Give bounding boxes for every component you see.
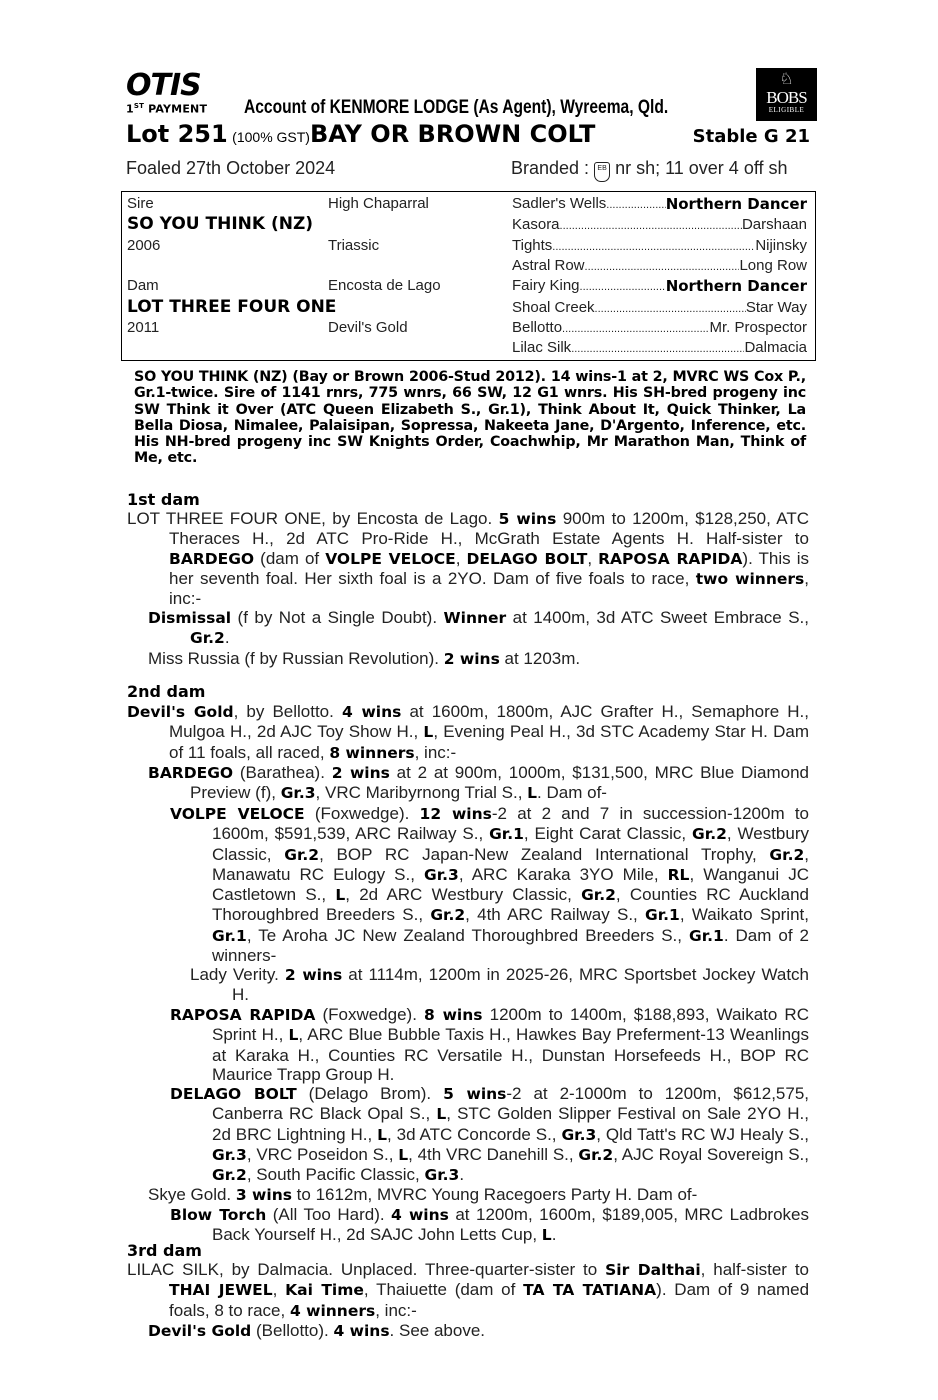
- brand-description: [511, 158, 788, 182]
- text: , Eight Carat Classic,: [523, 824, 693, 844]
- ancestor-row: [512, 216, 807, 233]
- text: , VRC Poseidon S.,: [246, 1144, 399, 1164]
- text: .: [459, 1165, 465, 1185]
- bold-text: L: [423, 723, 434, 742]
- bold-text: 5 wins: [498, 510, 557, 528]
- text: , 4th VRC Danehill S.,: [408, 1144, 579, 1164]
- text: , Evening Peal H., 3d STC Academy Star H. Dam of 11 foals, all raced,: [169, 722, 809, 762]
- first-dam-heading: 1st dam: [127, 490, 200, 509]
- text: Lady Verity.: [190, 965, 285, 984]
- text: , inc:-: [375, 1300, 417, 1320]
- bold-text: Gr.3: [424, 865, 459, 884]
- bold-text: VOLPE VELOCE: [170, 805, 305, 823]
- bold-text: L: [527, 784, 538, 803]
- gst-note: (100% GST): [232, 129, 310, 145]
- bold-text: THAI JEWEL: [169, 1281, 273, 1300]
- ancestor-row: [512, 277, 807, 295]
- text: at 1200m, 1600m, $189,005, MRC Ladbrokes Back Yourself H., 2d SAJC John Letts Cup,: [212, 1205, 810, 1245]
- bold-text: Gr.1: [645, 906, 680, 925]
- bobs-logo-text: BOBS: [766, 88, 807, 107]
- family-entry: [148, 1185, 809, 1205]
- bold-text: 2 wins: [284, 966, 343, 984]
- otis-logo-text: OTIS: [126, 68, 201, 103]
- text: at 1600m, 1800m, AJC Grafter H., Semaphore H., Mulgoa H., 2d AJC Toy Show H.,: [169, 702, 809, 742]
- family-entry: [148, 608, 809, 649]
- ancestor-name: Shoal Creek: [512, 299, 595, 316]
- text: (f by Not a Single Doubt).: [231, 608, 444, 627]
- text: at 1400m, 3d ATC Sweet Embrace S.,: [506, 608, 809, 627]
- ancestor-name: Bellotto: [512, 319, 563, 336]
- text: . Dam of 2 winners-: [212, 925, 810, 966]
- bold-text: Winner: [443, 609, 507, 627]
- bold-text: Gr.1: [489, 825, 524, 844]
- bold-text: Gr.1: [688, 926, 724, 945]
- text: , Waikato Sprint,: [679, 905, 809, 925]
- sire-dam: Triassic: [328, 237, 380, 254]
- horse-icon: ♘: [779, 71, 794, 88]
- bold-text: 5 wins: [443, 1085, 507, 1103]
- text: LOT THREE FOUR ONE, by Encosta de Lago.: [127, 509, 499, 528]
- bold-text: 4 wins: [391, 1206, 449, 1224]
- bold-text: 3 wins: [235, 1186, 292, 1204]
- text: LILAC SILK, by Dalmacia. Unplaced. Three-quarter-sister to: [127, 1260, 606, 1279]
- bold-text: Devil's Gold: [148, 1322, 252, 1340]
- text: (Foxwedge).: [304, 804, 420, 823]
- otis-sub-text: PAYMENT: [148, 102, 208, 116]
- leader-dots: [585, 257, 740, 274]
- text: , BOP RC Japan-New Zealand International Trophy,: [319, 844, 770, 864]
- leader-dots: [571, 339, 744, 356]
- stable-location: Stable G 21: [692, 126, 810, 147]
- sire-name: SO YOU THINK (NZ): [127, 214, 314, 234]
- text: , VRC Maribyrnong Trial S.,: [315, 783, 528, 803]
- text: at 1114m, 1200m in 2025-26, MRC Sportsbet Jockey Watch H.: [232, 965, 809, 1005]
- leader-dots: [552, 237, 755, 254]
- bold-text: Kai Time: [285, 1281, 364, 1300]
- bold-text: Gr.3: [280, 784, 316, 803]
- bold-text: Gr.2: [212, 1166, 247, 1185]
- bold-text: Gr.2: [578, 1145, 614, 1164]
- text: ,: [587, 548, 599, 568]
- text: , Wanganui JC Castletown S.,: [212, 864, 809, 905]
- text: (Bellotto).: [251, 1321, 334, 1340]
- text: .: [224, 628, 230, 648]
- bold-text: 4 winners: [289, 1301, 376, 1320]
- bold-text: L: [288, 1026, 299, 1045]
- ancestor-sire: Northern Dancer: [665, 277, 807, 295]
- bold-text: Gr.1: [212, 926, 247, 945]
- bold-text: BARDEGO: [148, 764, 234, 782]
- third-dam-heading: 3rd dam: [127, 1241, 202, 1260]
- ancestor-row: [512, 339, 807, 356]
- text: , ARC Karaka 3YO Mile,: [458, 864, 668, 884]
- text: ). Dam of 9 named foals, 8 to race,: [169, 1280, 810, 1320]
- leader-dots: [606, 195, 665, 213]
- text: -2 at 2-1000m to 1200m, $612,575, Canberra RC Black Opal S.,: [212, 1084, 810, 1124]
- text: , Westbury Classic,: [212, 824, 809, 864]
- dam-label: Dam: [127, 277, 159, 294]
- bold-text: 8 wins: [424, 1006, 483, 1024]
- dam-name: LOT THREE FOUR ONE: [127, 297, 337, 317]
- bold-text: Blow Torch: [170, 1206, 267, 1224]
- bold-text: TA TA TATIANA: [523, 1281, 657, 1300]
- bold-text: Gr.3: [424, 1166, 460, 1185]
- bold-text: 2 wins: [443, 650, 500, 668]
- text: , inc:-: [414, 742, 457, 762]
- bold-text: Gr.3: [212, 1145, 247, 1164]
- family-entry: [170, 804, 809, 965]
- ancestor-row: [512, 195, 807, 213]
- bold-text: Gr.3: [561, 1125, 597, 1144]
- family-entry: [127, 1260, 809, 1321]
- otis-sub-prefix: 1: [126, 102, 134, 116]
- text: , Manawatu RC Eulogy S.,: [212, 844, 809, 884]
- text: (Foxwedge).: [315, 1005, 425, 1024]
- branded-text: nr sh; 11 over 4 off sh: [610, 158, 788, 178]
- text: , 4th ARC Railway S.,: [465, 905, 646, 925]
- family-entry: [170, 1205, 809, 1246]
- bobs-logo-sub: ELIGIBLE: [768, 106, 805, 114]
- family-entry: [190, 965, 809, 1005]
- text: Miss Russia (f by Russian Revolution).: [148, 649, 444, 668]
- lot-title-line: [126, 120, 810, 152]
- horse-description: BAY OR BROWN COLT: [309, 120, 596, 148]
- ancestor-sire: Nijinsky: [755, 237, 807, 254]
- bold-text: VOLPE VELOCE: [325, 549, 456, 568]
- bold-text: 8 winners: [329, 743, 415, 762]
- bold-text: L: [398, 1145, 409, 1164]
- text: Skye Gold.: [148, 1185, 236, 1204]
- foaled-date: Foaled 27th October 2024: [126, 158, 336, 178]
- ancestor-row: [512, 299, 807, 316]
- family-entry: [127, 509, 809, 608]
- bold-text: 12 wins: [419, 805, 492, 823]
- bold-text: BARDEGO: [169, 549, 255, 568]
- text: , South Pacific Classic,: [246, 1165, 425, 1185]
- bold-text: L: [541, 1226, 552, 1245]
- bold-text: Gr.2: [190, 629, 225, 648]
- dam-dam: Devil's Gold: [328, 319, 408, 336]
- otis-payment-label: [126, 100, 216, 116]
- family-entry: [170, 1084, 809, 1185]
- family-entry: [148, 763, 809, 804]
- sire-label: Sire: [127, 195, 154, 212]
- leader-dots: [560, 216, 742, 233]
- ancestor-sire: Darshaan: [741, 216, 807, 233]
- text: , Qld Tatt's RC WJ Healy S.,: [596, 1124, 810, 1144]
- ancestor-sire: Star Way: [745, 299, 807, 316]
- dam-year: 2011: [127, 319, 160, 336]
- brand-shield-icon: EB: [594, 162, 610, 182]
- text: 1200m to 1400m, $188,893, Waikato RC Sprint H.,: [212, 1005, 809, 1045]
- vendor-account: Account of KENMORE LODGE (As Agent), Wyreema, Qld.: [244, 97, 669, 118]
- bold-text: RAPOSA RAPIDA: [170, 1006, 316, 1024]
- bold-text: Gr.2: [430, 906, 466, 925]
- pedigree-table: [121, 191, 816, 361]
- ancestor-sire: Dalmacia: [744, 339, 807, 356]
- text: , AJC Royal Sovereign S.,: [613, 1144, 809, 1164]
- branded-label: Branded :: [511, 158, 590, 178]
- text: , by Bellotto.: [233, 702, 342, 721]
- ancestor-sire: Northern Dancer: [665, 195, 807, 213]
- text: to 1612m, MVRC Young Racegoers Party H. Dam of-: [291, 1185, 698, 1204]
- bold-text: Gr.2: [769, 845, 805, 864]
- ancestor-name: Fairy King: [512, 277, 580, 294]
- bold-text: 4 wins: [341, 703, 402, 721]
- bold-text: Sir Dalthai: [605, 1261, 701, 1279]
- ancestor-sire: Mr. Prospector: [709, 319, 807, 336]
- family-entry: [148, 649, 809, 669]
- ancestor-name: Astral Row: [512, 257, 585, 274]
- ancestor-name: Tights: [512, 237, 553, 254]
- text: . See above.: [389, 1321, 486, 1340]
- leader-dots: [595, 299, 746, 316]
- text: , Thaiuette (dam of: [363, 1280, 524, 1300]
- bold-text: Gr.2: [581, 886, 616, 905]
- leader-dots: [580, 277, 666, 295]
- bold-text: DELAGO BOLT: [170, 1085, 297, 1103]
- bold-text: Dismissal: [148, 609, 232, 627]
- ancestor-name: Lilac Silk: [512, 339, 572, 356]
- text: at 1203m.: [499, 649, 581, 668]
- bold-text: 4 wins: [333, 1322, 390, 1340]
- bold-text: L: [436, 1105, 447, 1124]
- text: , STC Golden Slipper Festival on Sale 2YO H., 2d BRC Lightning H.,: [212, 1104, 809, 1144]
- text: , inc:-: [169, 568, 809, 609]
- text: , Te Aroha JC New Zealand Thoroughbred Breeders S.,: [246, 925, 689, 945]
- ancestor-row: [512, 257, 807, 274]
- bobs-eligible-logo: [756, 68, 817, 121]
- sire-sire: High Chaparral: [328, 195, 429, 212]
- bold-text: Gr.2: [284, 845, 320, 864]
- text: .: [551, 1225, 557, 1245]
- bold-text: RAPOSA RAPIDA: [598, 549, 743, 568]
- sire-summary: SO YOU THINK (NZ) (Bay or Brown 2006-Stud 2012). 14 wins-1 at 2, MVRC WS Cox P., Gr.1-twice. Sire of 1141 rnrs, 775 wnrs, 66 SW, 12 G1 wnrs. His SH-bred progeny inc SW Think it Over (ATC Queen Elizabeth S., Gr.1), Think About It, Quick Thinker, La Bella Diosa, Nimalee, Palaisipan, Sopressa, Nakeeta Jane, D'Argento, Inference, etc. His NH-bred progeny inc SW Knights Order, Coachwhip, Mr Marathon Man, Think of Me, etc.: [134, 369, 806, 467]
- text: . Dam of-: [537, 783, 607, 803]
- sire-year: 2006: [127, 237, 161, 254]
- text: , ARC Blue Bubble Taxis H., Hawkes Bay Preferment-13 Weanlings at Karaka H., Counties RC Versatile H., Dunstan Horsefeeds H., BOP RC Maurice Trapp Group H.: [212, 1025, 809, 1084]
- second-dam-heading: 2nd dam: [127, 682, 206, 701]
- dam-sire: Encosta de Lago: [328, 277, 441, 294]
- text: at 2 at 900m, 1000m, $131,500, MRC Blue Diamond Preview (f),: [190, 763, 810, 803]
- text: -2 at 2 and 7 in succession-1200m to 1600m, $591,539, ARC Railway S.,: [212, 804, 810, 844]
- ancestor-row: [512, 319, 807, 336]
- text: , 3d ATC Concorde S.,: [387, 1124, 562, 1144]
- bold-text: Devil's Gold: [127, 703, 234, 721]
- otis-logo: [126, 68, 216, 116]
- otis-sub-sup: ST: [133, 102, 145, 110]
- bold-text: Gr.2: [692, 825, 727, 844]
- text: 900m to 1200m, $128,250, ATC Theraces H., 2d ATC Pro-Ride H., McGrath Estate Agents H. Half-sister to: [169, 509, 810, 549]
- family-entry: [127, 702, 809, 763]
- ancestor-name: Sadler's Wells: [512, 195, 607, 212]
- bold-text: L: [377, 1125, 388, 1144]
- text: (Delago Brom).: [296, 1084, 444, 1103]
- text: , half-sister to: [700, 1260, 809, 1279]
- ancestor-sire: Long Row: [739, 257, 807, 274]
- text: (Barathea).: [233, 763, 332, 782]
- bold-text: DELAGO BOLT: [466, 549, 588, 568]
- bold-text: two winners: [695, 569, 805, 588]
- bold-text: 2 wins: [331, 764, 390, 782]
- text: (dam of: [254, 548, 326, 568]
- text: (All Too Hard).: [266, 1205, 392, 1224]
- family-entry: [148, 1321, 809, 1341]
- bold-text: RL: [667, 865, 690, 884]
- text: ). This is her seventh foal. Her sixth foal is a 2YO. Dam of five foals to race,: [169, 548, 809, 588]
- text: , 2d ARC Westbury Classic,: [345, 885, 582, 905]
- leader-dots: [562, 319, 709, 336]
- text: ,: [272, 1280, 286, 1300]
- ancestor-row: [512, 237, 807, 254]
- text: ,: [455, 548, 467, 568]
- family-entry: [170, 1005, 809, 1084]
- ancestor-name: Kasora: [512, 216, 560, 233]
- bold-text: L: [335, 886, 346, 905]
- lot-number: Lot 251: [126, 120, 228, 148]
- text: , Counties RC Auckland Thoroughbred Breeders S.,: [212, 885, 810, 925]
